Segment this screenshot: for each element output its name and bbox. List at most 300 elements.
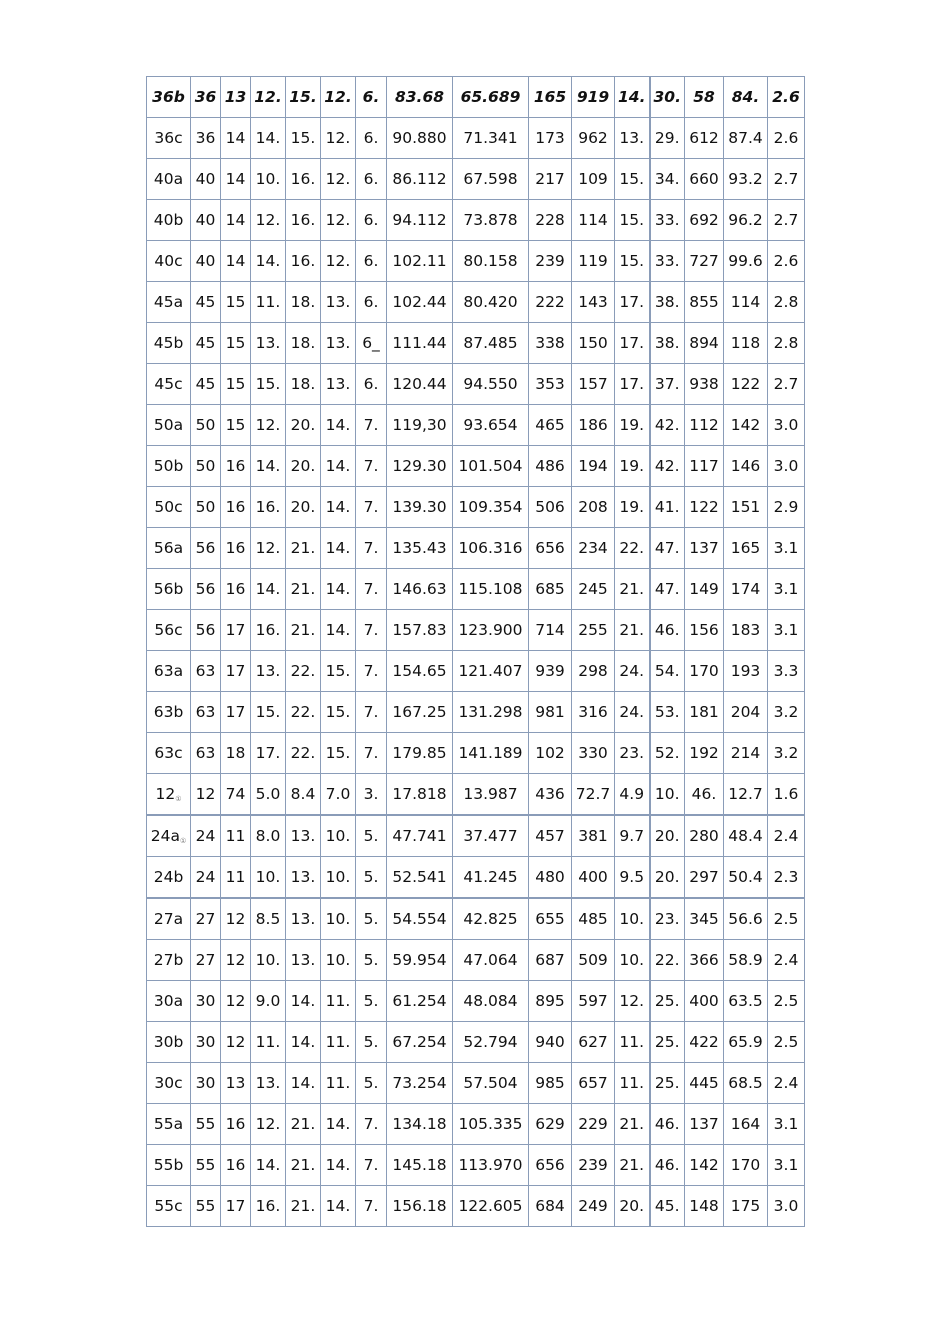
cell-text: 22. [290,703,316,721]
table-row [147,898,805,940]
cell-c12 [650,651,685,692]
cell-text: 36b [152,88,185,106]
cell-text: 80.420 [463,293,518,311]
cell-text: 280 [689,827,719,845]
cell-c7 [387,857,453,899]
cell-text: 63 [195,703,216,721]
cell-c9 [529,487,572,528]
cell-text: 940 [535,1033,565,1051]
cell-text: 7. [363,662,379,680]
cell-text: 48.4 [728,827,763,845]
cell-c10 [572,446,615,487]
cell-c5 [321,282,356,323]
cell-c14 [724,159,768,200]
cell-c1 [191,1022,221,1063]
cell-text: 14. [325,621,351,639]
table-row [147,692,805,733]
cell-c13 [685,940,724,981]
cell-text: 40 [195,211,216,229]
cell-text: 54. [654,662,680,680]
cell-c11 [615,1186,650,1227]
cell-text: 30. [653,88,681,106]
cell-text: 17 [225,621,246,639]
cell-c2 [221,1145,251,1186]
cell-text: 234 [578,539,608,557]
cell-c5 [321,610,356,651]
cell-text: 56b [153,580,184,598]
cell-c3 [251,857,286,899]
cell-text: 45 [195,293,216,311]
cell-text: 47. [654,539,680,557]
cell-c12 [650,610,685,651]
cell-c2 [221,159,251,200]
cell-text: 13.987 [463,785,518,803]
cell-c6 [356,569,387,610]
cell-c15 [768,364,805,405]
cell-c11 [615,364,650,405]
cell-text: 38. [654,293,680,311]
cell-text: 16 [225,1115,246,1133]
cell-text: 3.1 [773,1156,799,1174]
cell-c12 [650,364,685,405]
cell-text: 962 [578,129,608,147]
cell-c1 [191,487,221,528]
cell-text: 165 [730,539,761,557]
cell-c2 [221,1104,251,1145]
cell-text: 121.407 [458,662,523,680]
cell-text: 6_ [362,334,380,352]
cell-c12 [650,159,685,200]
cell-c8 [453,898,529,940]
cell-c2 [221,898,251,940]
table-row [147,569,805,610]
cell-text: 14. [325,498,351,516]
cell-text: 157 [578,375,608,393]
cell-text: 10. [654,785,680,803]
cell-c3 [251,487,286,528]
cell-c3 [251,159,286,200]
cell-model [147,610,191,651]
cell-c11 [615,651,650,692]
cell-c10 [572,569,615,610]
cell-text: 5. [363,827,379,845]
cell-text: 14. [290,992,316,1010]
cell-c11 [615,815,650,857]
cell-c2 [221,323,251,364]
cell-c13 [685,692,724,733]
cell-text: 56 [195,539,216,557]
cell-c9 [529,159,572,200]
cell-text: 118 [730,334,761,352]
cell-text: 13 [224,88,247,106]
cell-text: 330 [578,744,608,762]
cell-text: 59.954 [392,951,447,969]
cell-text: 63 [195,662,216,680]
cell-c7 [387,981,453,1022]
cell-model [147,405,191,446]
cell-c9 [529,405,572,446]
cell-c12 [650,815,685,857]
cell-c7 [387,815,453,857]
cell-text: 48.084 [463,992,518,1010]
cell-c11 [615,528,650,569]
cell-text: 16 [225,1156,246,1174]
cell-c5 [321,940,356,981]
cell-text: 13. [290,910,316,928]
cell-c6 [356,1186,387,1227]
cell-c15 [768,610,805,651]
cell-text: 83.68 [394,88,445,106]
cell-c11 [615,159,650,200]
cell-c9 [529,364,572,405]
cell-model [147,981,191,1022]
cell-text: 90.880 [392,129,447,147]
cell-text: 6. [363,252,379,270]
table-row [147,774,805,816]
cell-text: 86.112 [392,170,447,188]
cell-c3 [251,241,286,282]
cell-text: 23. [654,910,680,928]
cell-c9 [529,610,572,651]
cell-c5 [321,200,356,241]
cell-text: 10. [325,868,351,886]
cell-text: 627 [578,1033,608,1051]
cell-c14 [724,1022,768,1063]
cell-c3 [251,1063,286,1104]
cell-c8 [453,1063,529,1104]
cell-text: 146 [730,457,761,475]
cell-text: 46. [654,621,680,639]
cell-c11 [615,940,650,981]
cell-text: 61.254 [392,992,447,1010]
cell-c11 [615,898,650,940]
cell-c9 [529,77,572,118]
cell-c12 [650,1145,685,1186]
cell-text: 123.900 [458,621,523,639]
cell-text: 68.5 [728,1074,763,1092]
cell-text: 56a [153,539,184,557]
cell-c13 [685,241,724,282]
cell-text: 9.5 [619,868,645,886]
cell-c3 [251,692,286,733]
cell-text: 20. [619,1197,645,1215]
cell-c12 [650,528,685,569]
cell-text: 657 [578,1074,608,1092]
cell-text: 7. [363,621,379,639]
cell-c15 [768,1104,805,1145]
cell-text: 656 [535,539,565,557]
cell-c4 [286,651,321,692]
cell-text: 13. [619,129,645,147]
cell-text: 122 [730,375,761,393]
cell-text: 42. [654,416,680,434]
cell-c13 [685,118,724,159]
cell-text: 14. [618,88,646,106]
cell-text: 45 [195,334,216,352]
cell-text: 981 [535,703,565,721]
cell-c14 [724,733,768,774]
cell-text: 119,30 [392,416,447,434]
cell-text: 15. [325,744,351,762]
cell-c7 [387,1145,453,1186]
cell-c4 [286,857,321,899]
cell-c10 [572,692,615,733]
table-row [147,940,805,981]
cell-c3 [251,940,286,981]
cell-text: 10. [619,910,645,928]
cell-text: 6. [363,375,379,393]
cell-c3 [251,282,286,323]
cell-text: 47. [654,580,680,598]
cell-c12 [650,487,685,528]
cell-text: 55 [195,1115,216,1133]
cell-c15 [768,282,805,323]
cell-text: 3. [363,785,379,803]
cell-c8 [453,857,529,899]
cell-text: 115.108 [458,580,523,598]
cell-c13 [685,487,724,528]
cell-text: 10. [325,910,351,928]
cell-c10 [572,282,615,323]
cell-text: 73.878 [463,211,518,229]
cell-c15 [768,528,805,569]
cell-text: 338 [535,334,565,352]
cell-text: 3.1 [773,580,799,598]
cell-c4 [286,323,321,364]
cell-text: 45a [153,293,184,311]
cell-text: 183 [730,621,761,639]
cell-text: 3.1 [773,621,799,639]
cell-text: 57.504 [463,1074,518,1092]
cell-text: 38. [654,334,680,352]
cell-text: 3.1 [773,539,799,557]
cell-text: 55b [153,1156,184,1174]
cell-text: 11. [325,1033,351,1051]
cell-text: 24. [619,662,645,680]
cell-text: 20. [290,416,316,434]
cell-c2 [221,487,251,528]
cell-text: 101.504 [458,457,523,475]
cell-text: 7. [363,539,379,557]
cell-text: 145.18 [392,1156,447,1174]
cell-c8 [453,733,529,774]
table-row [147,159,805,200]
cell-c4 [286,241,321,282]
cell-c10 [572,241,615,282]
cell-text: 135.43 [392,539,447,557]
cell-c12 [650,1022,685,1063]
cell-text: 2.4 [773,1074,799,1092]
cell-c4 [286,1063,321,1104]
cell-text: 13. [290,827,316,845]
cell-c1 [191,1063,221,1104]
cell-text: 985 [535,1074,565,1092]
cell-c2 [221,981,251,1022]
cell-c5 [321,898,356,940]
cell-c15 [768,774,805,816]
cell-text: 16. [290,170,316,188]
cell-text: 2.7 [773,375,799,393]
cell-c9 [529,692,572,733]
cell-c3 [251,323,286,364]
cell-c6 [356,981,387,1022]
cell-text: 54.554 [392,910,447,928]
cell-text: 22. [290,662,316,680]
cell-text: 63a [153,662,184,680]
cell-text: 2.7 [773,170,799,188]
cell-text: 245 [578,580,608,598]
cell-text: 894 [689,334,719,352]
cell-c8 [453,405,529,446]
cell-c10 [572,405,615,446]
cell-text: 228 [535,211,565,229]
cell-c13 [685,651,724,692]
cell-text: 13. [290,868,316,886]
cell-c7 [387,692,453,733]
cell-c3 [251,1104,286,1145]
cell-c1 [191,118,221,159]
cell-text: 15. [325,703,351,721]
cell-c9 [529,815,572,857]
cell-text: 17 [225,1197,246,1215]
cell-text: 84. [731,88,760,106]
cell-text: 3.2 [773,744,799,762]
cell-text: 217 [535,170,565,188]
cell-c13 [685,1145,724,1186]
cell-text: 10. [619,951,645,969]
cell-text: 16. [290,211,316,229]
cell-c12 [650,323,685,364]
cell-c15 [768,241,805,282]
cell-c7 [387,774,453,816]
cell-text: 10. [255,868,281,886]
cell-c4 [286,1104,321,1145]
cell-c12 [650,1063,685,1104]
cell-c15 [768,118,805,159]
cell-text: 14. [255,457,281,475]
cell-c6 [356,898,387,940]
cell-c7 [387,1186,453,1227]
cell-c2 [221,77,251,118]
cell-model [147,898,191,940]
cell-c5 [321,1104,356,1145]
cell-text: 17 [225,662,246,680]
cell-c12 [650,446,685,487]
cell-text: 2.7 [773,211,799,229]
cell-text: 15 [225,334,246,352]
cell-text: 5. [363,992,379,1010]
cell-text: 20. [290,498,316,516]
cell-text: 24 [195,827,216,845]
cell-c3 [251,200,286,241]
cell-c11 [615,241,650,282]
cell-text: 10. [325,951,351,969]
cell-c8 [453,282,529,323]
cell-text: 165 [533,88,567,106]
cell-text: 156 [689,621,719,639]
cell-text: 65.689 [460,88,521,106]
table-row [147,446,805,487]
cell-c4 [286,528,321,569]
cell-c12 [650,692,685,733]
cell-text: 12. [255,1115,281,1133]
cell-c1 [191,282,221,323]
cell-text: 63b [153,703,184,721]
cell-model [147,815,191,857]
cell-text: 436 [535,785,565,803]
cell-c6 [356,77,387,118]
cell-text: 156.18 [392,1197,447,1215]
cell-c12 [650,200,685,241]
cell-text: 12 [225,910,246,928]
cell-text: 96.2 [728,211,763,229]
cell-text: 381 [578,827,608,845]
cell-text: 170 [689,662,719,680]
table-row [147,364,805,405]
cell-c9 [529,940,572,981]
cell-c15 [768,569,805,610]
cell-text: 12 [155,785,176,803]
cell-text: 46. [691,785,717,803]
cell-text: 10. [255,951,281,969]
cell-c5 [321,569,356,610]
cell-c6 [356,405,387,446]
cell-text: 119 [578,252,608,270]
cell-text: 509 [578,951,608,969]
cell-c10 [572,528,615,569]
cell-c5 [321,405,356,446]
cell-text: 8.4 [290,785,316,803]
cell-text: 465 [535,416,565,434]
cell-text: 5. [363,868,379,886]
cell-c3 [251,1186,286,1227]
cell-text: 214 [730,744,761,762]
cell-c3 [251,446,286,487]
cell-c4 [286,610,321,651]
cell-c9 [529,1022,572,1063]
cell-c9 [529,1063,572,1104]
cell-c5 [321,774,356,816]
cell-text: 3.0 [773,457,799,475]
cell-c15 [768,1145,805,1186]
cell-c14 [724,898,768,940]
cell-text: 366 [689,951,719,969]
cell-c4 [286,692,321,733]
cell-c14 [724,1063,768,1104]
cell-c7 [387,940,453,981]
cell-c14 [724,815,768,857]
cell-text: 2.8 [773,334,799,352]
cell-c3 [251,1145,286,1186]
cell-c11 [615,1104,650,1145]
cell-c9 [529,528,572,569]
cell-text: 94.112 [392,211,447,229]
cell-c3 [251,815,286,857]
cell-c4 [286,815,321,857]
cell-c12 [650,857,685,899]
cell-c7 [387,569,453,610]
cell-c1 [191,857,221,899]
cell-c10 [572,857,615,899]
cell-c1 [191,569,221,610]
cell-c14 [724,446,768,487]
cell-text: 16 [225,457,246,475]
cell-text: 7. [363,457,379,475]
cell-text: 23. [619,744,645,762]
cell-c5 [321,815,356,857]
cell-c15 [768,940,805,981]
cell-text: 122.605 [458,1197,523,1215]
